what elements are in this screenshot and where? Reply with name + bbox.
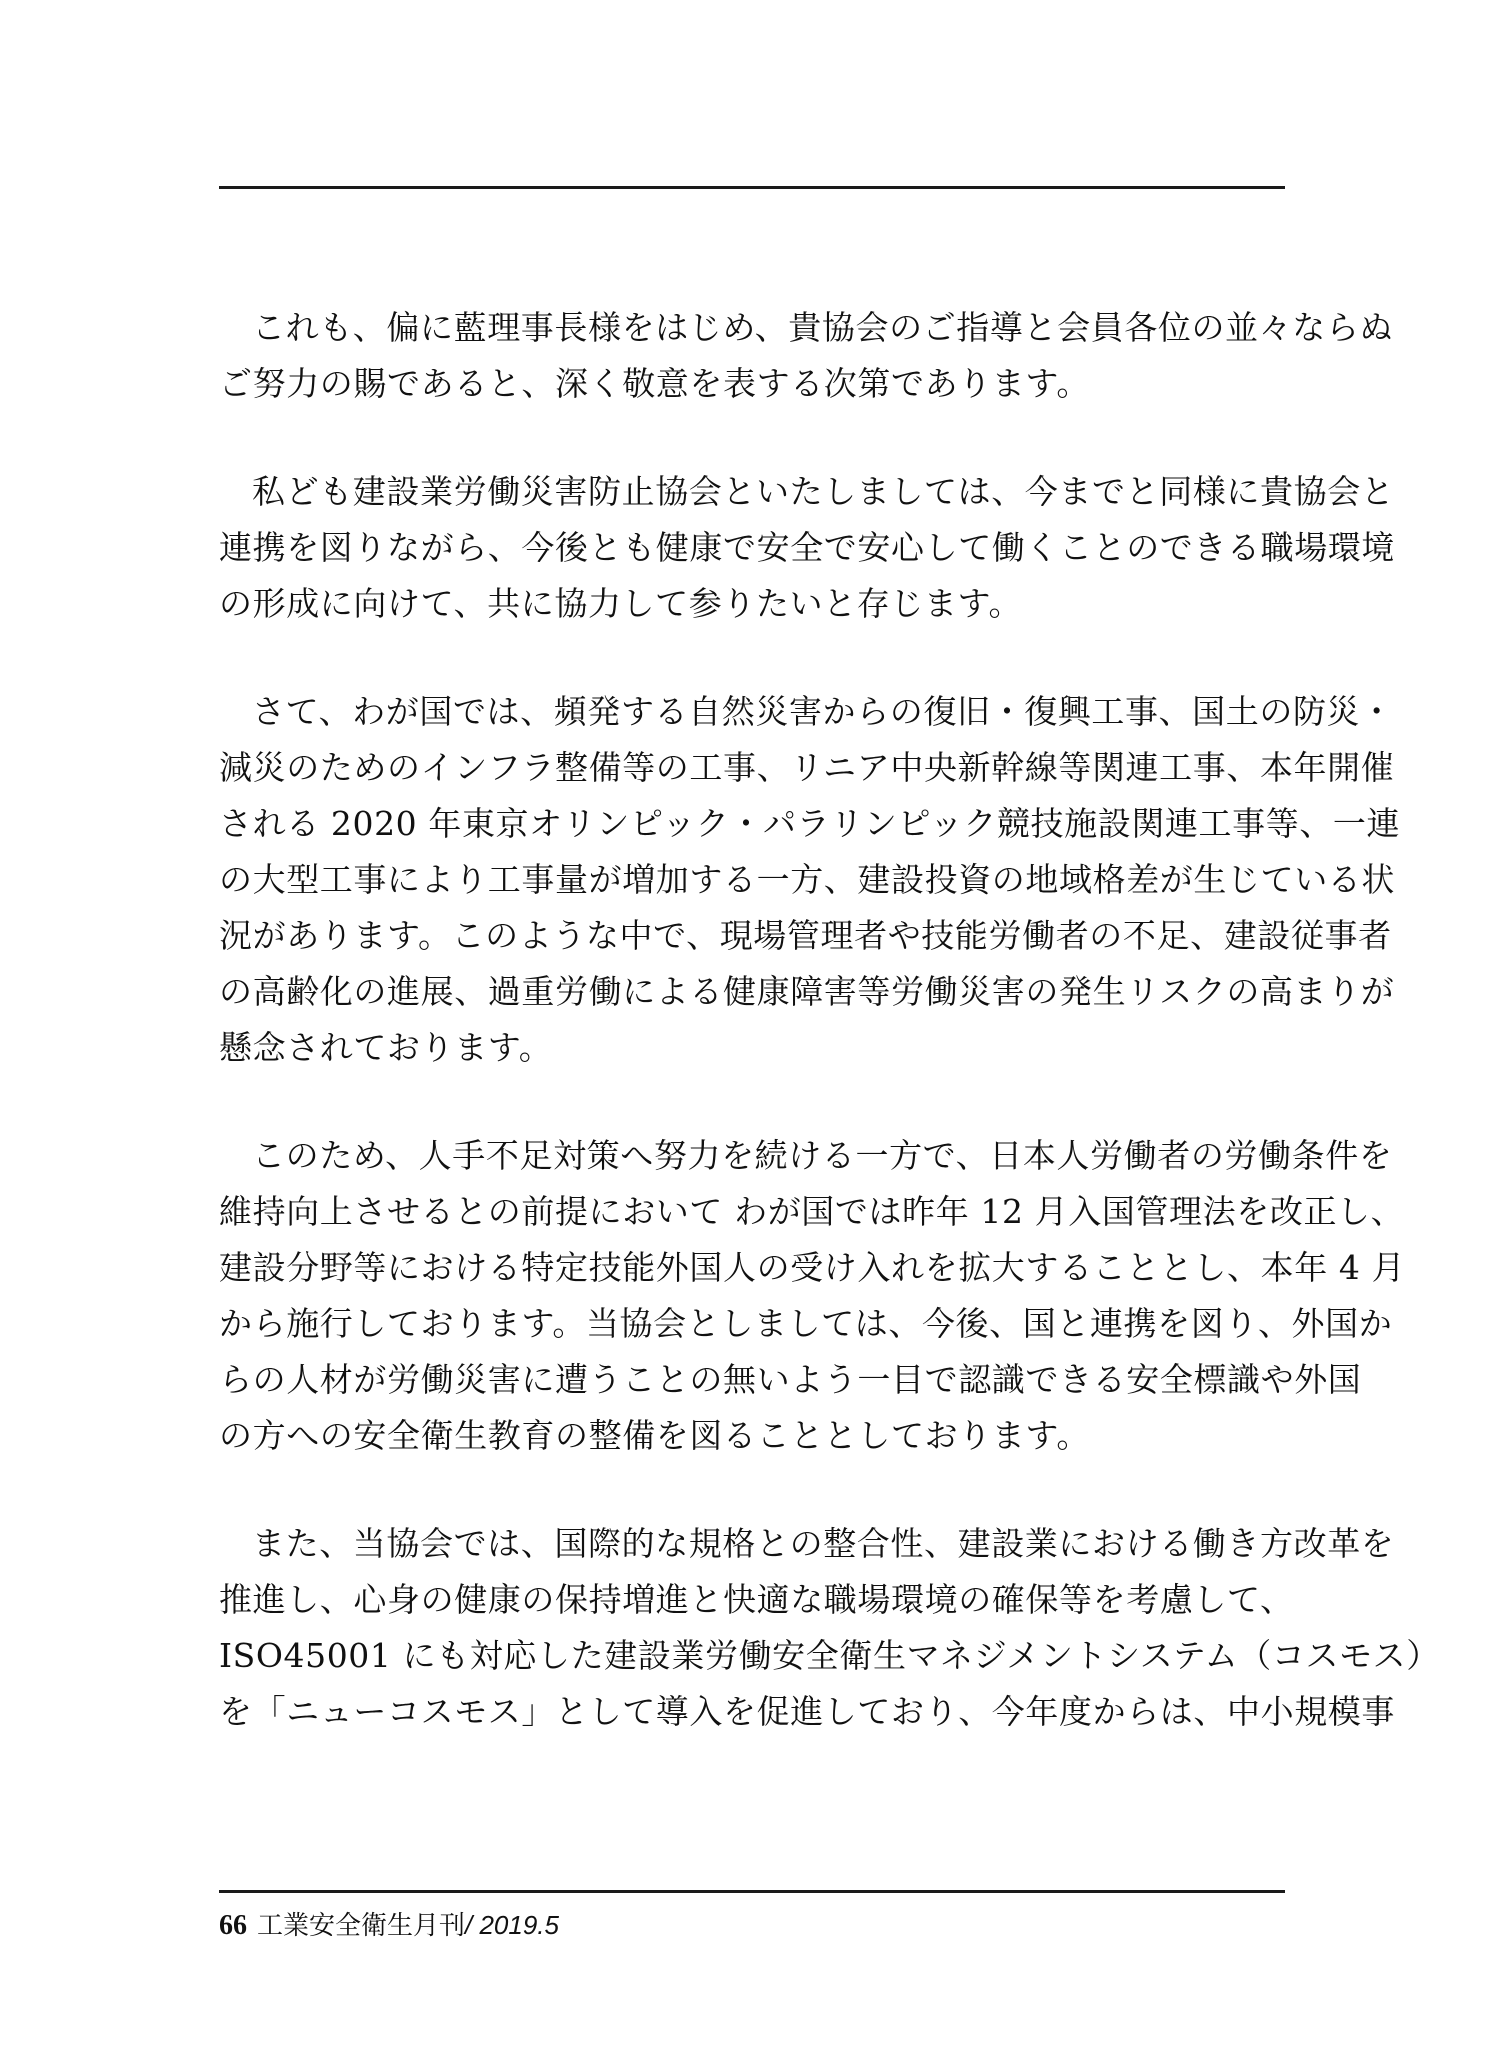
issue-date: / 2019.5 — [465, 1910, 559, 1940]
text-line: の高齢化の進展、過重労働による健康障害等労働災害の発生リスクの高まりが — [219, 972, 1395, 1011]
text-line: 懸念されております。 — [219, 1028, 553, 1067]
text-line: 維持向上させるとの前提において わが国では昨年 12 月入国管理法を改正し、 — [219, 1192, 1405, 1231]
text-line: これも、偏に藍理事長様をはじめ、貴協会のご指導と会員各位の並々ならぬ — [252, 308, 1394, 347]
text-line: の方への安全衛生教育の整備を図ることとしております。 — [219, 1416, 1090, 1455]
text-line: から施行しております。当協会としましては、今後、国と連携を図り、外国か — [219, 1304, 1393, 1343]
text-line: 私ども建設業労働災害防止協会といたしましては、今までと同様に貴協会と — [252, 472, 1395, 511]
text-line: の形成に向けて、共に協力して参りたいと存じます。 — [219, 584, 1023, 623]
top-rule — [219, 186, 1285, 189]
journal-title: 工業安全衛生月刊 — [257, 1911, 466, 1941]
body-text — [219, 300, 1440, 1792]
page-footer — [219, 1905, 559, 1953]
page-number: 66 — [219, 1910, 247, 1941]
text-line: される 2020 年東京オリンピック・パラリンピック競技施設関連工事等、一連 — [219, 804, 1401, 843]
text-line: ご努力の賜であると、深く敬意を表する次第であります。 — [219, 364, 1090, 403]
text-line: 況があります。このような中で、現場管理者や技能労働者の不足、建設従事者 — [219, 916, 1392, 955]
paragraph — [219, 684, 1401, 1076]
text-line: らの人材が労働災害に遭うことの無いよう一目で認識できる安全標識や外国 — [219, 1360, 1362, 1399]
bottom-rule — [219, 1890, 1285, 1893]
text-line: このため、人手不足対策へ努力を続ける一方で、日本人労働者の労働条件を — [252, 1136, 1393, 1175]
text-line: 建設分野等における特定技能外国人の受け入れを拡大することとし、本年 4 月 — [219, 1248, 1406, 1287]
paragraph — [219, 300, 1394, 412]
text-line: 減災のためのインフラ整備等の工事、リニア中央新幹線等関連工事、本年開催 — [219, 748, 1395, 787]
text-line: 推進し、心身の健康の保持増進と快適な職場環境の確保等を考慮して、 — [219, 1580, 1294, 1619]
paragraph — [219, 464, 1395, 632]
text-line: ISO45001 にも対応した建設業労働安全衛生マネジメントシステム（コスモス） — [219, 1636, 1440, 1675]
text-line: さて、わが国では、頻発する自然災害からの復旧・復興工事、国土の防災・ — [252, 692, 1394, 731]
text-line: を「ニューコスモス」として導入を促進しており、今年度からは、中小規模事 — [219, 1692, 1395, 1731]
paragraph — [219, 1516, 1440, 1740]
text-line: また、当協会では、国際的な規格との整合性、建設業における働き方改革を — [252, 1524, 1395, 1563]
text-line: 連携を図りながら、今後とも健康で安全で安心して働くことのできる職場環境 — [219, 528, 1395, 567]
text-line: の大型工事により工事量が増加する一方、建設投資の地域格差が生じている状 — [219, 860, 1395, 899]
paragraph — [219, 1128, 1406, 1464]
